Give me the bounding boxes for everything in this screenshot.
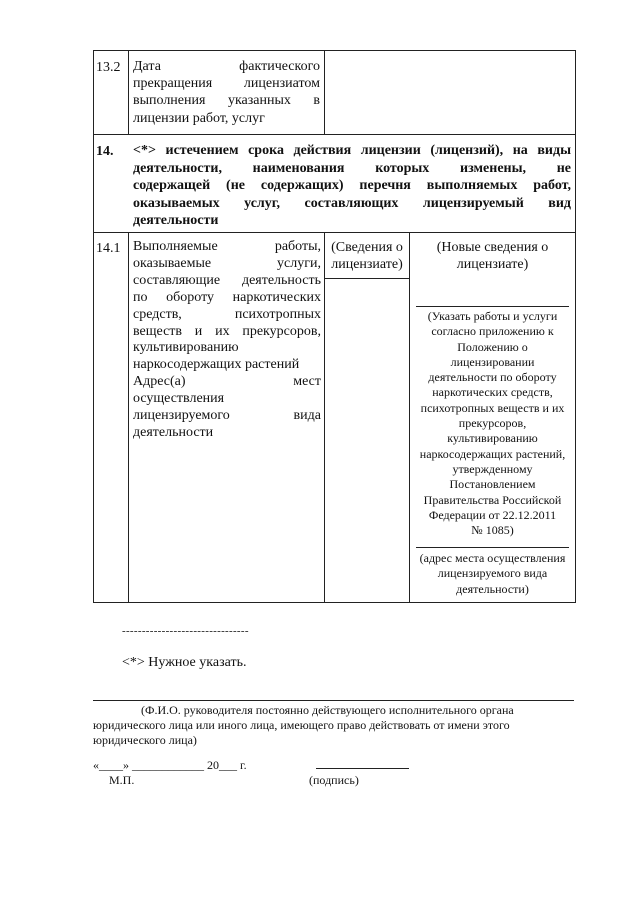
new-data-note-line: психотропных веществ и их: [420, 400, 565, 415]
new-data-note-line: лицензировании: [450, 354, 535, 369]
current-data-header-line: (Сведения о: [331, 240, 403, 255]
row-14-1-label-line: культивированию: [133, 340, 239, 356]
row-14-text-line: деятельности, наименования которых изменены, не: [133, 160, 571, 176]
new-data-note-line: Федерации от 22.12.2011: [428, 507, 557, 522]
row-14-1-label-line: деятельности: [133, 424, 214, 440]
new-data-note-line: деятельности по обороту: [428, 370, 557, 385]
row-14-1-label-line: лицензируемого вида: [133, 408, 321, 424]
row-14-text: [133, 142, 571, 230]
row-14-text-line: <*> истечением срока действия лицензии (лицензий), на виды: [133, 143, 571, 158]
new-address-field[interactable]: [416, 524, 569, 545]
address-note-line: лицензируемого вида: [437, 566, 548, 581]
current-data-header-line: лицензиате): [331, 257, 403, 272]
row-14-1-label-line: составляющие деятельность: [133, 272, 321, 288]
name-line: [93, 700, 574, 701]
row-13-2-label-line: прекращения лицензиатом: [133, 76, 320, 92]
new-data-header-line: (Новые сведения о: [436, 240, 549, 255]
address-note: [410, 551, 575, 597]
row-14-1-label-line: веществ и их прекурсоров,: [133, 323, 321, 339]
new-data-note-line: Постановлением: [449, 477, 536, 492]
signatory-caption-line: юридического лица): [93, 733, 197, 747]
new-data-note-line: № 1085): [471, 523, 514, 538]
row-13-2-value-field[interactable]: [329, 55, 569, 130]
new-data-note-line: культивированию: [447, 431, 538, 446]
current-data-header: [325, 239, 409, 273]
new-data-note-line: (Указать работы и услуги: [427, 309, 558, 323]
row-13-2-label-line: лицензии работ, услуг: [133, 110, 265, 126]
signatory-caption-line: юридического лица или иного лица, имеющего право действовать от имени этого: [93, 718, 510, 732]
row-14-1-label-line: наркосодержащих растений: [133, 357, 300, 373]
row-14-1-label-line: по обороту наркотических: [133, 289, 321, 305]
row-14-text-line: деятельности: [133, 213, 219, 228]
new-data-note-line: наркотических средств,: [432, 385, 553, 400]
row-13-2-label-line: выполнения указанных в: [133, 93, 320, 109]
new-data-note-line: наркосодержащих растений,: [419, 446, 566, 461]
row-14-1-label-line: средств, психотропных: [133, 306, 321, 322]
stamp-label: М.П.: [109, 773, 135, 787]
row-14-1-number: 14.1: [96, 241, 121, 256]
signature-line: [316, 768, 409, 769]
signatory-caption-line: (Ф.И.О. руководителя постоянно действующего исполнительного органа: [141, 703, 514, 717]
current-data-field[interactable]: [328, 283, 406, 598]
new-data-note-line: Положению о: [457, 339, 528, 354]
new-data-note-line: прекурсоров,: [458, 416, 527, 431]
date-line[interactable]: «____» ____________ 20___ г.: [93, 758, 247, 772]
row-14-1-label-line: Адрес(а) мест: [133, 374, 321, 390]
address-note-line: (адрес места осуществления: [419, 551, 566, 565]
new-data-note-line: согласно приложению к: [431, 324, 554, 339]
signatory-caption: [93, 703, 574, 748]
footnote-separator: --------------------------------: [122, 625, 249, 637]
row-13-2-number: 13.2: [96, 60, 121, 75]
row-14-text-line: оказываемых услуг, составляющих лицензируемый вид: [133, 195, 571, 211]
row-13-2-label-line: Дата фактического: [133, 59, 320, 74]
footnote-text: <*> Нужное указать.: [122, 655, 247, 670]
address-note-line: деятельности): [456, 581, 529, 596]
row-13-2-label: [133, 58, 320, 127]
row-14-text-line: содержащей (не содержащих) перечня выполняемых работ,: [133, 178, 571, 193]
new-data-note-line: утвержденному: [452, 461, 533, 476]
row-14-1-label-line: Выполняемые работы,: [133, 239, 321, 254]
row-14-1-label: [133, 239, 321, 442]
new-data-note: [410, 309, 575, 538]
row-14-number: 14.: [96, 144, 114, 159]
signature-label: (подпись): [309, 773, 359, 787]
row-14-1-label-line: оказываемые услуги,: [133, 255, 321, 271]
new-works-services-field[interactable]: [416, 282, 569, 304]
new-data-header: [410, 239, 575, 273]
new-data-note-line: Правительства Российской: [423, 492, 562, 507]
new-data-header-line: лицензиате): [456, 257, 529, 272]
row-14-1-label-line: осуществления: [133, 391, 225, 407]
